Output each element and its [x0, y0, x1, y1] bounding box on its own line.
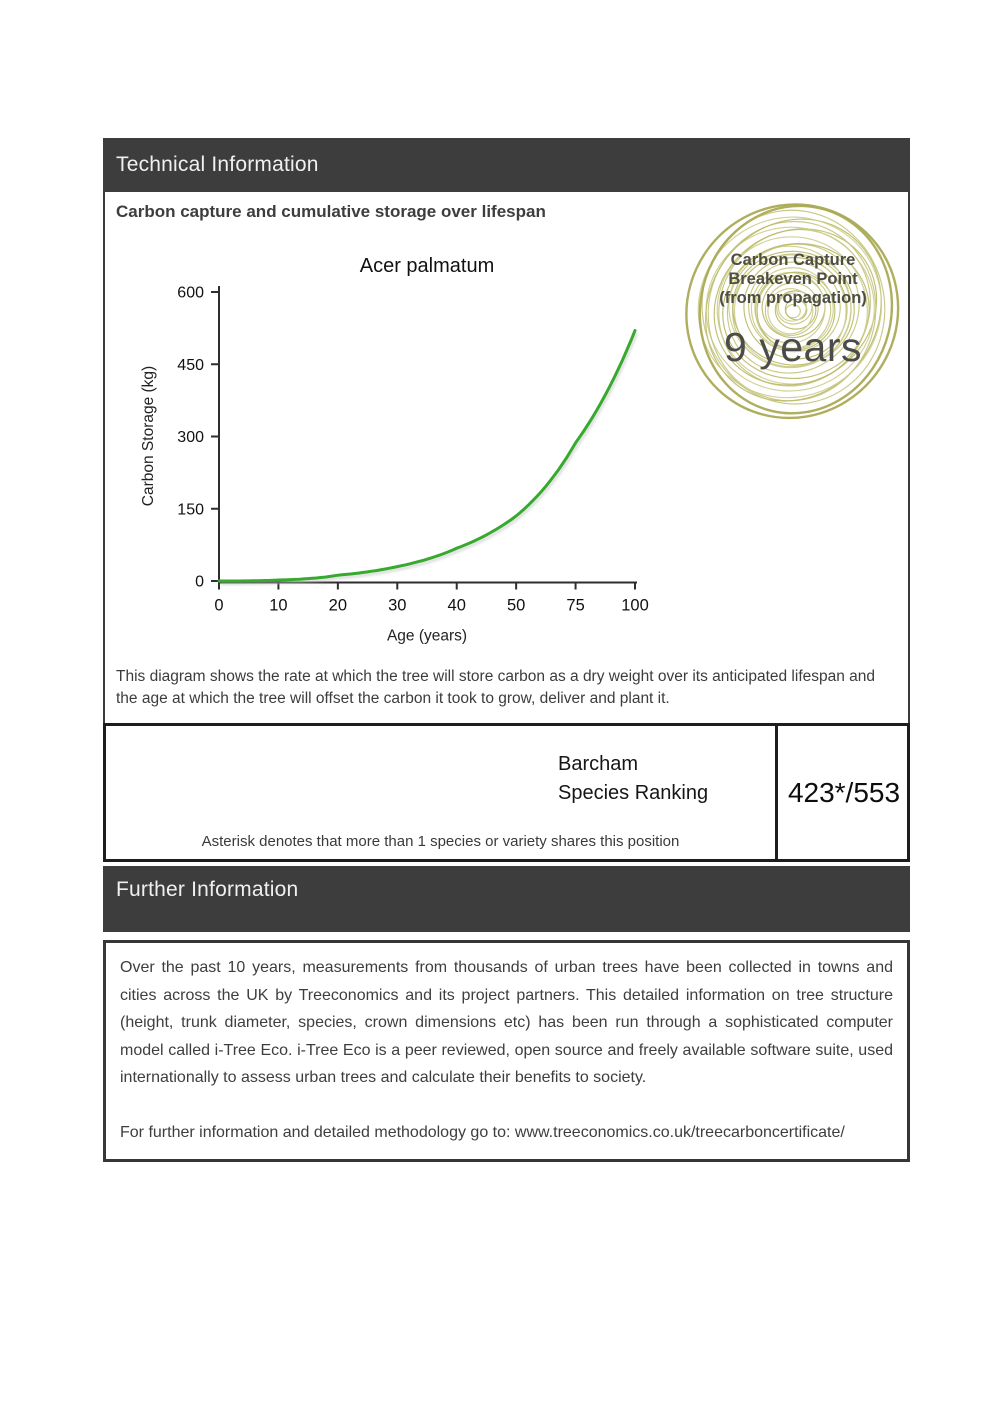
chart-description: This diagram shows the rate at which the tree will store carbon as a dry weight over its anticipated lifespan and the age at which the tree will offset the carbon it took to grow, deliver and plant it.	[116, 668, 876, 707]
further-section-title: Further Information	[116, 878, 299, 901]
badge-title-line2: Breakeven Point	[728, 270, 858, 288]
species-ranking-label-cell	[106, 726, 778, 859]
y-tick-label: 600	[177, 284, 204, 302]
x-tick-label: 10	[269, 596, 288, 615]
y-tick-label: 150	[177, 501, 204, 519]
species-ranking-value-cell	[781, 726, 907, 859]
further-info-paragraph: Over the past 10 years, measurements from thousands of urban trees have been collected in towns and cities across the UK by Treeconomics and its project partners. This detailed information on tree structure (height, trunk diameter, species, crown dimensions etc) has been run through a sophisticated computer model called i-Tree Eco. i-Tree Eco is a peer reviewed, open source and freely available software suite, used internationally to assess urban trees and calculate their benefits to society.	[120, 959, 893, 1086]
technical-section-title: Technical Information	[116, 153, 319, 176]
further-section-band	[103, 866, 910, 932]
ranking-value: 423*/553	[787, 776, 901, 808]
y-tick-label: 300	[177, 429, 204, 446]
x-tick-label: 40	[447, 596, 466, 615]
y-tick-label: 0	[195, 573, 204, 591]
x-tick-label: 20	[328, 596, 348, 615]
y-tick-label: 450	[177, 356, 204, 374]
x-tick-label: 50	[506, 596, 526, 615]
ranking-org-label: Barcham	[558, 753, 639, 775]
further-info-link-line: For further information and detailed methodology go to: www.treeconomics.co.uk/treecarboncertificate/	[120, 1123, 845, 1141]
curve-shadow	[221, 333, 637, 584]
species-ranking-title	[558, 750, 708, 808]
species-ranking-box	[103, 723, 910, 862]
badge-title-line1: Carbon Capture	[730, 251, 856, 269]
badge-breakeven-value: 9 years	[724, 324, 862, 370]
chart-subtitle: Carbon capture and cumulative storage over lifespan	[116, 202, 546, 221]
x-tick-label: 0	[214, 596, 224, 615]
technical-section-band	[103, 138, 910, 192]
y-axis-label: Carbon Storage (kg)	[140, 365, 157, 507]
ranking-type-label: Species Ranking	[558, 782, 709, 804]
breakeven-badge-text	[682, 251, 904, 371]
further-info-box	[103, 940, 910, 1162]
x-tick-label: 75	[566, 596, 585, 615]
breakeven-badge	[682, 197, 904, 419]
carbon-storage-line-chart	[113, 228, 673, 658]
x-axis-label: Age (years)	[386, 627, 468, 645]
ranking-footnote: Asterisk denotes that more than 1 species or variety shares this position	[201, 833, 680, 850]
badge-title-line3: (from propagation)	[719, 289, 867, 307]
chart-title: Acer palmatum	[359, 255, 495, 277]
x-tick-label: 100	[621, 596, 649, 615]
technical-box	[103, 192, 910, 723]
carbon-storage-curve	[219, 331, 635, 582]
x-tick-label: 30	[388, 596, 407, 615]
